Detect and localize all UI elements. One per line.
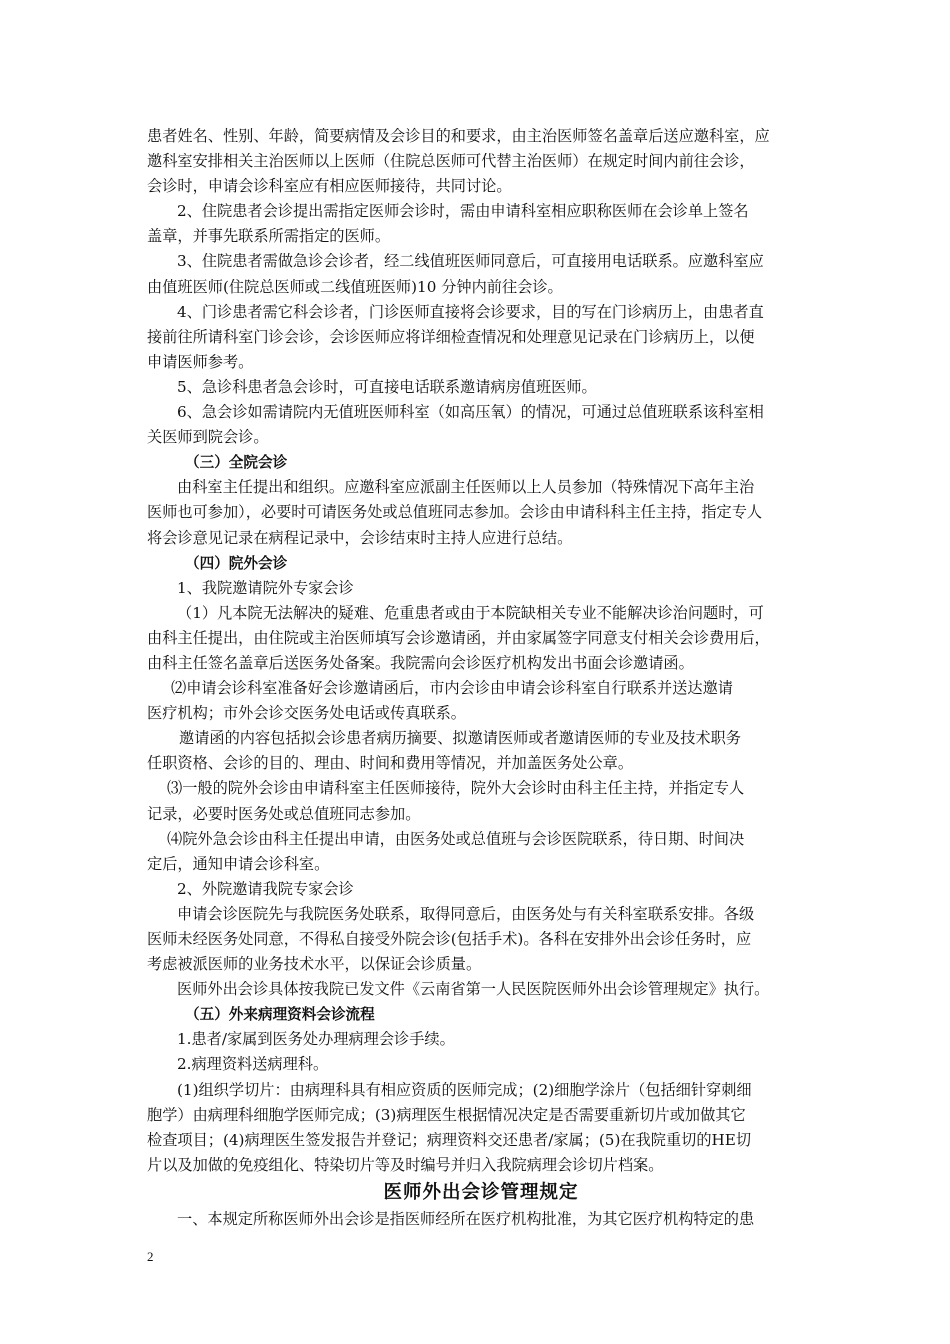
text-line: ⑵申请会诊科室准备好会诊邀请函后，市内会诊由申请会诊科室自行联系并送达邀请 [171,679,733,698]
text-line: 由值班医师(住院总医师或二线值班医师)10 分钟内前往会诊。 [147,277,563,296]
section-heading: （三）全院会诊 [185,454,288,472]
section-heading: （四）院外会诊 [185,554,288,572]
text-line: 1.患者/家属到医务处办理病理会诊手续。 [177,1030,455,1049]
text-line: 邀请函的内容包括拟会诊患者病历摘要、拟邀请医师或者邀请医师的专业及技术职务 [179,729,741,748]
text-line: 邀科室安排相关主治医师以上医师（住院总医师可代替主治医师）在规定时间内前往会诊， [147,152,755,171]
text-line: (1)组织学切片：由病理科具有相应资质的医师完成；(2)细胞学涂片（包括细针穿刺细 [177,1080,752,1099]
text-line: 医疗机构；市外会诊交医务处电话或传真联系。 [147,704,466,723]
text-line: 申请医师参考。 [147,352,254,371]
document-body [147,124,815,1232]
text-line: 1、我院邀请院外专家会诊 [177,578,354,597]
text-line: 会诊时，申请会诊科室应有相应医师接待，共同讨论。 [147,177,512,196]
text-line: 关医师到院会诊。 [147,428,269,447]
text-line: 3、住院患者需做急诊会诊者，经二线值班医师同意后，可直接用电话联系。应邀科室应 [177,252,764,271]
section-heading: （五）外来病理资料会诊流程 [185,1006,375,1024]
text-line: ⑶一般的院外会诊由申请科室主任医师接待，院外大会诊时由科主任主持，并指定专人 [167,779,745,798]
text-line: 申请会诊医院先与我院医务处联系，取得同意后，由医务处与有关科室联系安排。各级 [177,904,755,923]
text-line: 胞学）由病理科细胞学医师完成；(3)病理医生根据情况决定是否需要重新切片或加做其它 [147,1105,746,1124]
text-line: 由科室主任提出和组织。应邀科室应派副主任医师以上人员参加（特殊情况下高年主治 [177,478,755,497]
text-line: （1）凡本院无法解决的疑难、危重患者或由于本院缺相关专业不能解决诊治问题时，可 [177,603,764,622]
text-line: 6、急会诊如需请院内无值班医师科室（如高压氧）的情况，可通过总值班联系该科室相 [177,403,764,422]
text-line: 2、外院邀请我院专家会诊 [177,879,354,898]
text-line: 由科主任签名盖章后送医务处备案。我院需向会诊医疗机构发出书面会诊邀请函。 [147,653,694,672]
text-line: 将会诊意见记录在病程记录中，会诊结束时主持人应进行总结。 [147,528,573,547]
text-line: 2、住院患者会诊提出需指定医师会诊时，需由申请科室相应职称医师在会诊单上签名 [177,202,749,221]
text-line: 由科主任提出，由住院或主治医师填写会诊邀请函，并由家属签字同意支付相关会诊费用后， [147,628,770,647]
text-line: 5、急诊科患者急会诊时，可直接电话联系邀请病房值班医师。 [177,377,597,396]
text-line: 医师外出会诊具体按我院已发文件《云南省第一人民医院医师外出会诊管理规定》执行。 [177,980,770,999]
text-line: 记录，必要时医务处或总值班同志参加。 [147,804,421,823]
text-line: 2.病理资料送病理科。 [177,1055,329,1074]
text-line: 4、门诊患者需它科会诊者，门诊医师直接将会诊要求，目的写在门诊病历上，由患者直 [177,302,764,321]
text-line: 片以及加做的免疫组化、特染切片等及时编号并归入我院病理会诊切片档案。 [147,1155,664,1174]
text-line: 任职资格、会诊的目的、理由、时间和费用等情况，并加盖医务处公章。 [147,754,633,773]
document-title: 医师外出会诊管理规定 [383,1181,579,1203]
text-line: 一、本规定所称医师外出会诊是指医师经所在医疗机构批准，为其它医疗机构特定的患 [177,1209,755,1228]
text-line: 定后，通知申请会诊科室。 [147,854,330,873]
text-line: ⑷院外急会诊由科主任提出申请，由医务处或总值班与会诊医院联系，待日期、时间决 [167,829,745,848]
text-line: 接前往所请科室门诊会诊，会诊医师应将详细检查情况和处理意见记录在门诊病历上，以便 [147,327,755,346]
page-number: 2 [147,1249,154,1264]
text-line: 盖章，并事先联系所需指定的医师。 [147,227,390,246]
text-line: 医师未经医务处同意，不得私自接受外院会诊(包括手术)。各科在安排外出会诊任务时，应 [147,930,752,948]
text-line: 检查项目；(4)病理医生签发报告并登记；病理资料交还患者/家属；(5)在我院重切的HE切 [147,1130,752,1149]
text-line: 患者姓名、性别、年龄，简要病情及会诊目的和要求，由主治医师签名盖章后送应邀科室，应 [147,127,770,145]
text-line: 考虑被派医师的业务技术水平，以保证会诊质量。 [147,955,482,974]
text-line: 医师也可参加），必要时可请医务处或总值班同志参加。会诊由申请科科主任主持，指定专人 [147,503,763,522]
